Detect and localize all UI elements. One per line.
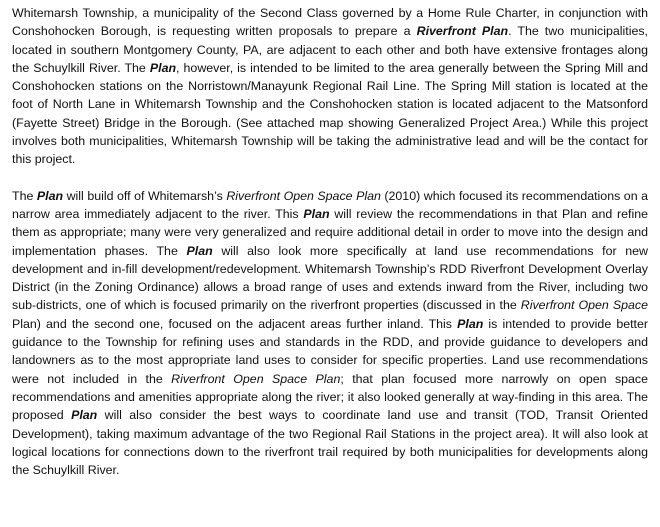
text-run: Plan) and the second one, focused on the adjacent areas further inland. This [12,316,458,331]
text-run: (2010) which focused its recommendations on a narrow area immediately adjacent to the river. This [12,188,649,221]
text-run: Riverfront Open Space Plan [171,371,341,386]
text-run: is intended to provide better guidance to the Township for refining uses and standards in the RDD, and provide guidance to developers and landowners as to the most appropriate land uses to consider for specific properties. Land use recommendations were not included in the [12,316,649,386]
text-run: Plan [149,60,177,75]
paragraph-plan-scope [12,187,648,480]
text-run: ; that plan focused more narrowly on open space recommendations and amenities appropriate along the river; it also looked generally at way-finding in this area. The proposed [12,371,649,423]
text-run: will also consider the best ways to coordinate land use and transit (TOD, Transit Oriented Development), taking maximum advantage of the two Regional Rail Stations in the project area). It will also look at logical locations for connections down to the riverfront trail required by both municipalities for developments along the Schuylkill River. [12,408,648,478]
document-body [12,4,648,479]
text-run: Whitemarsh Township, a municipality of the Second Class governed by a Home Rule Charter, in conjunction with Conshohocken Borough, is requesting written proposals to prepare a [12,6,648,39]
text-run: will review the recommendations in that Plan and refine them as appropriate; many were very generalized and require additional detail in order to move into the design and implementation phases. The [12,206,648,258]
text-run: Plan [186,243,213,258]
text-run: Riverfront Open Space [520,298,648,313]
text-run: Riverfront Open Space Plan [226,188,381,203]
text-run: . The two municipalities, located in southern Montgomery County, PA, are adjacent to each other and both have extensive frontages along the Schuylkill River. The [12,24,648,75]
text-run: Plan [36,188,64,203]
text-run: will also look more specifically at land use recommendations for new development and in-fill development/redevelopment. Whitemarsh Township’s RDD Riverfront Development Overlay District (in the Zoning Ordinance) allows a broad range of uses and extends inward from the River, including two sub-districts, one of which is focused primarily on the riverfront properties (discussed in the [12,243,648,313]
text-run: Plan [303,206,330,221]
text-run: Plan [71,408,98,423]
text-run: Plan [457,316,484,331]
text-run: The [12,188,37,203]
paragraph-project-intro [12,4,648,169]
text-run: , however, is intended to be limited to the area generally between the Spring Mill and Conshohocken stations on the Norristown/Manayunk Regional Rail Line. The Spring Mill station is located at the foot of North Lane in Whitemarsh Township and the Conshohocken station is located adjacent to the Matsonford (Fayette Street) Bridge in the Borough. (See attached map showing Generalized Project Area.) While this project involves both municipalities, Whitemarsh Township will be taking the administrative lead and will be the contact for this project. [12,60,649,167]
text-run: will build off of Whitemarsh’s [63,188,227,203]
text-run: Riverfront Plan [416,24,509,39]
